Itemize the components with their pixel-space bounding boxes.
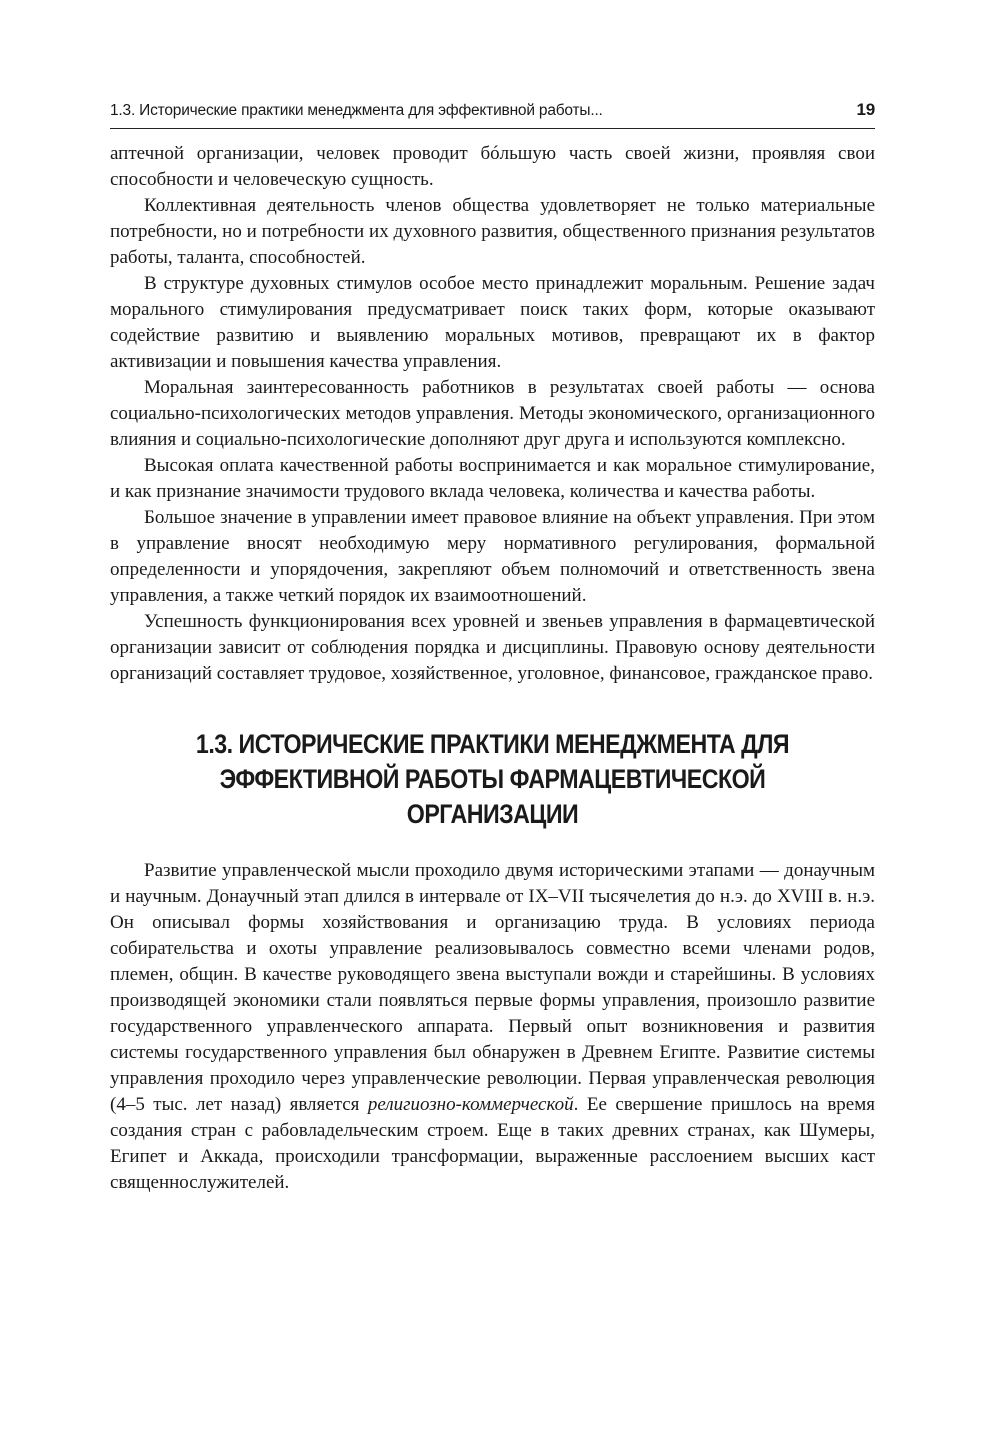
section-heading xyxy=(164,727,822,832)
paragraph-text: Развитие управленческой мысли проходило двумя историческими этапами — донаучным и научным. Донаучный этап длился в интервале от IX–VII тысячелетия до н.э. до XVIII в. н.э. Он описывал формы хозяйствования и организацию труда. В условиях периода собирательства и охоты управление реализовывалось совместно всеми членами родов, племен, общин. В качестве руководящего звена выступали вожди и старейшины. В условиях производящей экономики стали появляться первые формы управления, произошло развитие государственного управленческого аппарата. Первый опыт возникновения и развития системы государственного управления был обнаружен в Древнем Египте. Развитие системы управления проходило через управленческие революции. Первая управленческая революция (4–5 тыс. лет назад) является xyxy=(110,860,875,1115)
running-header xyxy=(110,100,875,129)
paragraph: В структуре духовных стимулов особое место принадлежит моральным. Решение задач морального стимулирования предусматривает поиск таких форм, которые оказывают содействие развитию и выявлению моральных мотивов, превращают их в фактор активизации и повышения качества управления. xyxy=(110,273,875,372)
paragraph: Успешность функционирования всех уровней и звеньев управления в фармацевтической организации зависит от соблюдения порядка и дисциплины. Правовую основу деятельности организаций составляет трудовое, хозяйственное, уголовное, финансовое, гражданское право. xyxy=(110,611,875,684)
running-title: 1.3. Исторические практики менеджмента для эффективной работы... xyxy=(110,102,603,119)
page-number: 19 xyxy=(856,100,875,119)
section-heading-line: 1.3. ИСТОРИЧЕСКИЕ ПРАКТИКИ МЕНЕДЖМЕНТА ДЛЯ xyxy=(195,729,790,759)
paragraph: Большое значение в управлении имеет правовое влияние на объект управления. При этом в управление вносят необходимую меру нормативного регулирования, формальной определенности и упорядочения, закрепляют объем полномочий и ответственность звена управления, а также четкий порядок их взаимоотношений. xyxy=(110,507,875,606)
paragraph xyxy=(110,858,875,1196)
document-page xyxy=(110,100,875,1196)
body-text-section xyxy=(110,858,875,1196)
section-heading-line: ЭФФЕКТИВНОЙ РАБОТЫ ФАРМАЦЕВТИЧЕСКОЙ ОРГАНИЗАЦИИ xyxy=(219,764,766,829)
paragraph-text: . Ее свершение пришлось на время создания стран с рабовладельческим строем. Еще в таких древних странах, как Шумеры, Египет и Аккада, происходили трансформации, выраженные расслоением высших каст священнослужителей. xyxy=(110,1094,875,1193)
paragraph: Высокая оплата качественной работы воспринимается и как моральное стимулирование, и как признание значимости трудового вклада человека, количества и качества работы. xyxy=(110,455,875,502)
italic-term: религиозно-коммерческой xyxy=(367,1094,574,1115)
paragraph: Моральная заинтересованность работников в результатах своей работы — основа социально-психологических методов управления. Методы экономического, организационного влияния и социально-психологические дополняют друг друга и используются комплексно. xyxy=(110,377,875,450)
body-text-top xyxy=(110,141,875,687)
paragraph: Коллективная деятельность членов общества удовлетворяет не только материальные потребности, но и потребности их духовного развития, общественного признания результатов работы, таланта, способностей. xyxy=(110,195,875,268)
paragraph: аптечной организации, человек проводит бóльшую часть своей жизни, проявляя свои способности и человеческую сущность. xyxy=(110,143,875,190)
